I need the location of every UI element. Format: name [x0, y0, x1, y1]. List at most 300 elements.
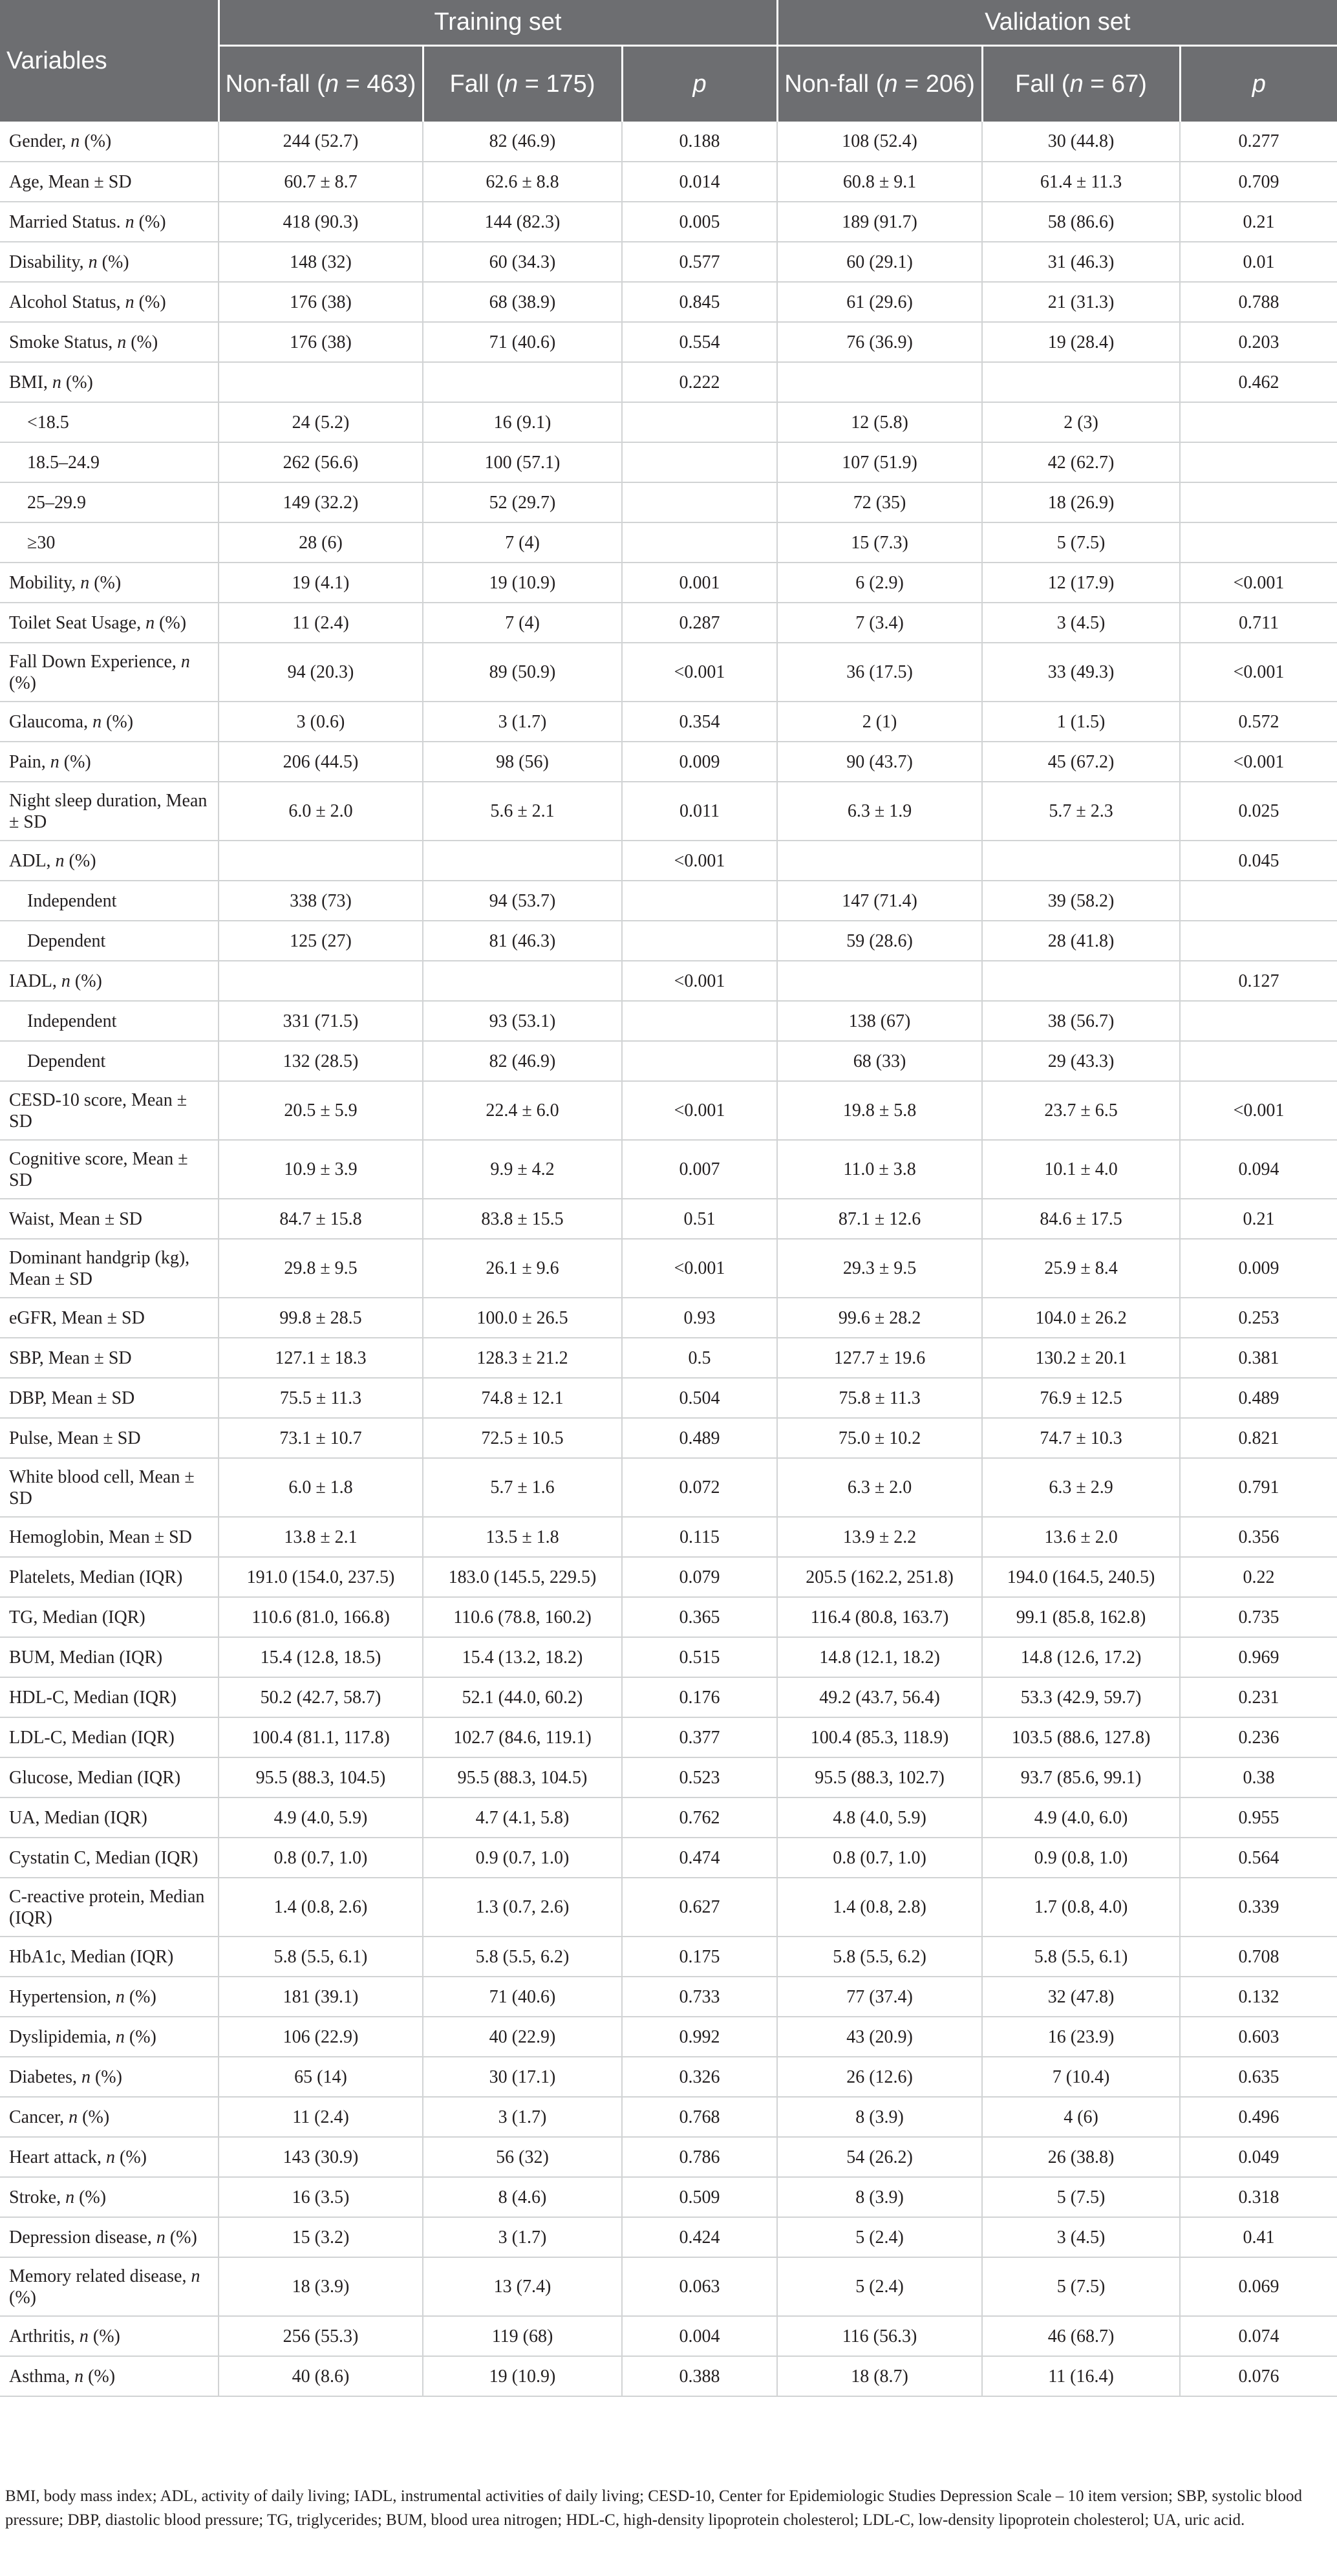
variable-n-symbol: n: [145, 612, 155, 633]
value-cell: 0.489: [622, 1418, 777, 1458]
variable-cell: [0, 2356, 219, 2396]
value-cell: 26.1 ± 9.6: [423, 1239, 622, 1298]
variable-label: UA, Median (IQR): [9, 1807, 147, 1828]
value-cell: 0.277: [1180, 122, 1337, 162]
table-row: [0, 563, 1337, 603]
value-cell: 58 (86.6): [982, 202, 1180, 242]
variable-label: LDL-C, Median (IQR): [9, 1727, 175, 1748]
variable-label: Glucose, Median (IQR): [9, 1767, 181, 1788]
value-cell: 0.007: [622, 1140, 777, 1199]
variable-suffix: (%): [124, 1986, 156, 2007]
value-cell: [1180, 522, 1337, 563]
variable-n-symbol: n: [50, 751, 59, 772]
value-cell: 3 (1.7): [423, 702, 622, 742]
value-cell: 100.4 (85.3, 118.9): [777, 1717, 982, 1757]
table-row: [0, 2316, 1337, 2356]
value-cell: 0.115: [622, 1517, 777, 1557]
value-cell: [423, 961, 622, 1001]
variable-suffix: (%): [9, 672, 36, 693]
value-cell: 19 (28.4): [982, 322, 1180, 362]
table-row: [0, 961, 1337, 1001]
variable-label: Dependent: [27, 930, 106, 951]
table-footnote: BMI, body mass index; ADL, activity of daily living; IADL, instrumental activities of daily living; CESD-10, Center for Epidemiologic Studies Depression Scale – 10 item version; SBP, systolic blood pressure; DBP, diastolic blood pressure; TG, triglycerides; BUM, blood urea nitrogen; HDL-C, high-density lipoprotein cholesterol; LDL-C, low-density lipoprotein cholesterol; UA, uric acid.: [5, 2487, 1303, 2529]
value-cell: 3 (0.6): [219, 702, 423, 742]
value-cell: 0.523: [622, 1757, 777, 1798]
value-cell: 11.0 ± 3.8: [777, 1140, 982, 1199]
value-cell: 0.504: [622, 1378, 777, 1418]
value-cell: 39 (58.2): [982, 881, 1180, 921]
value-cell: 0.768: [622, 2097, 777, 2137]
value-cell: 0.094: [1180, 1140, 1337, 1199]
table-row: [0, 702, 1337, 742]
table-row: [0, 1878, 1337, 1937]
value-cell: 104.0 ± 26.2: [982, 1298, 1180, 1338]
value-cell: 52.1 (44.0, 60.2): [423, 1677, 622, 1717]
variable-cell: [0, 1878, 219, 1937]
value-cell: 0.253: [1180, 1298, 1337, 1338]
variable-n-symbol: n: [79, 2326, 89, 2346]
value-cell: 8 (3.9): [777, 2177, 982, 2217]
value-cell: 0.21: [1180, 202, 1337, 242]
variable-cell: [0, 2217, 219, 2257]
value-cell: 99.8 ± 28.5: [219, 1298, 423, 1338]
value-cell: 0.388: [622, 2356, 777, 2396]
value-cell: 7 (4): [423, 603, 622, 643]
variable-cell: [0, 1041, 219, 1081]
value-cell: [622, 402, 777, 442]
value-cell: 61 (29.6): [777, 282, 982, 322]
table-row: [0, 2137, 1337, 2177]
variable-cell: [0, 782, 219, 841]
variable-cell: [0, 1458, 219, 1517]
variable-n-symbol: n: [61, 971, 70, 991]
variable-cell: [0, 322, 219, 362]
value-cell: 31 (46.3): [982, 242, 1180, 282]
subheader-group: Non-fall: [784, 70, 870, 98]
variable-suffix: (%): [83, 2366, 116, 2387]
value-cell: 75.0 ± 10.2: [777, 1418, 982, 1458]
variable-label: CESD-10 score, Mean ± SD: [9, 1089, 187, 1132]
value-cell: 28 (6): [219, 522, 423, 563]
value-cell: 0.069: [1180, 2257, 1337, 2316]
table-row: [0, 2177, 1337, 2217]
value-cell: 72.5 ± 10.5: [423, 1418, 622, 1458]
value-cell: <0.001: [1180, 742, 1337, 782]
variable-cell: [0, 961, 219, 1001]
value-cell: 0.127: [1180, 961, 1337, 1001]
value-cell: 0.635: [1180, 2057, 1337, 2097]
value-cell: 0.339: [1180, 1878, 1337, 1937]
value-cell: 0.365: [622, 1597, 777, 1637]
variable-label: Independent: [27, 1011, 117, 1031]
value-cell: 29.8 ± 9.5: [219, 1239, 423, 1298]
subheader-n-value: = 463: [338, 70, 408, 98]
variable-label: Smoke Status,: [9, 332, 118, 352]
variable-label: Alcohol Status,: [9, 292, 125, 312]
variable-n-symbol: n: [106, 2147, 116, 2167]
value-cell: 13.5 ± 1.8: [423, 1517, 622, 1557]
value-cell: 0.554: [622, 322, 777, 362]
value-cell: 0.132: [1180, 1977, 1337, 2017]
value-cell: 0.045: [1180, 841, 1337, 881]
value-cell: 73.1 ± 10.7: [219, 1418, 423, 1458]
subheader-n-symbol: n: [884, 70, 898, 98]
variable-n-symbol: n: [92, 711, 102, 732]
value-cell: 84.6 ± 17.5: [982, 1199, 1180, 1239]
value-cell: 100.4 (81.1, 117.8): [219, 1717, 423, 1757]
variable-cell: [0, 1717, 219, 1757]
value-cell: 7 (3.4): [777, 603, 982, 643]
value-cell: 68 (38.9): [423, 282, 622, 322]
value-cell: 0.176: [622, 1677, 777, 1717]
table-row: [0, 1757, 1337, 1798]
table-row: [0, 202, 1337, 242]
variable-label: Cancer,: [9, 2107, 69, 2127]
value-cell: [982, 362, 1180, 402]
variable-cell: [0, 162, 219, 202]
value-cell: 183.0 (145.5, 229.5): [423, 1557, 622, 1597]
value-cell: 60.7 ± 8.7: [219, 162, 423, 202]
variable-label: Night sleep duration, Mean ± SD: [9, 790, 208, 832]
variable-cell: [0, 2057, 219, 2097]
value-cell: 83.8 ± 15.5: [423, 1199, 622, 1239]
variable-label: Platelets, Median (IQR): [9, 1567, 183, 1587]
value-cell: 16 (9.1): [423, 402, 622, 442]
value-cell: [423, 841, 622, 881]
variable-cell: [0, 1977, 219, 2017]
variable-label: Toilet Seat Usage,: [9, 612, 146, 633]
value-cell: 3 (1.7): [423, 2217, 622, 2257]
value-cell: 1.3 (0.7, 2.6): [423, 1878, 622, 1937]
value-cell: 5.8 (5.5, 6.1): [982, 1937, 1180, 1977]
value-cell: 99.1 (85.8, 162.8): [982, 1597, 1180, 1637]
value-cell: 7 (4): [423, 522, 622, 563]
value-cell: 0.326: [622, 2057, 777, 2097]
value-cell: 0.603: [1180, 2017, 1337, 2057]
table-row: [0, 841, 1337, 881]
value-cell: 0.496: [1180, 2097, 1337, 2137]
variable-label: Fall Down Experience,: [9, 651, 181, 672]
variable-suffix: (%): [155, 612, 187, 633]
value-cell: 68 (33): [777, 1041, 982, 1081]
variable-cell: [0, 362, 219, 402]
value-cell: 143 (30.9): [219, 2137, 423, 2177]
variable-label: Dominant handgrip (kg), Mean ± SD: [9, 1247, 190, 1289]
table-row: [0, 1717, 1337, 1757]
variable-n-symbol: n: [81, 2066, 91, 2087]
variable-label: DBP, Mean ± SD: [9, 1388, 135, 1408]
variable-cell: [0, 2257, 219, 2316]
value-cell: 338 (73): [219, 881, 423, 921]
value-cell: 0.489: [1180, 1378, 1337, 1418]
header-variables: Variables: [0, 0, 219, 122]
value-cell: 147 (71.4): [777, 881, 982, 921]
value-cell: 6 (2.9): [777, 563, 982, 603]
value-cell: 0.509: [622, 2177, 777, 2217]
variable-cell: [0, 2177, 219, 2217]
value-cell: <0.001: [1180, 643, 1337, 702]
table-row: [0, 442, 1337, 482]
value-cell: 94 (20.3): [219, 643, 423, 702]
value-cell: 32 (47.8): [982, 1977, 1180, 2017]
table-row: [0, 2057, 1337, 2097]
variable-suffix: (%): [70, 971, 102, 991]
variable-suffix: (%): [64, 850, 96, 871]
variable-n-symbol: n: [70, 131, 80, 151]
variable-cell: [0, 881, 219, 921]
variable-n-symbol: n: [88, 252, 98, 272]
variable-label: Arthritis,: [9, 2326, 80, 2346]
subheader-p-symbol: p: [1252, 70, 1266, 98]
value-cell: 45 (67.2): [982, 742, 1180, 782]
value-cell: 30 (44.8): [982, 122, 1180, 162]
header-training-set: Training set: [219, 0, 777, 45]
value-cell: 0.762: [622, 1798, 777, 1838]
value-cell: 0.222: [622, 362, 777, 402]
variable-cell: [0, 2137, 219, 2177]
value-cell: [1180, 881, 1337, 921]
value-cell: 10.9 ± 3.9: [219, 1140, 423, 1199]
variable-cell: [0, 1199, 219, 1239]
value-cell: 0.8 (0.7, 1.0): [219, 1838, 423, 1878]
value-cell: 0.287: [622, 603, 777, 643]
value-cell: 25.9 ± 8.4: [982, 1239, 1180, 1298]
value-cell: 49.2 (43.7, 56.4): [777, 1677, 982, 1717]
variable-n-symbol: n: [180, 651, 190, 672]
value-cell: 33 (49.3): [982, 643, 1180, 702]
table-row: [0, 242, 1337, 282]
value-cell: 71 (40.6): [423, 322, 622, 362]
variable-label: Pain,: [9, 751, 50, 772]
value-cell: 108 (52.4): [777, 122, 982, 162]
value-cell: [777, 961, 982, 1001]
value-cell: 14.8 (12.1, 18.2): [777, 1637, 982, 1677]
value-cell: 82 (46.9): [423, 122, 622, 162]
value-cell: 5.8 (5.5, 6.1): [219, 1937, 423, 1977]
subheader-cell: Non-fall (n = 463): [219, 45, 423, 122]
value-cell: 40 (8.6): [219, 2356, 423, 2396]
variable-suffix: (%): [74, 2187, 107, 2207]
subheader-n-value: = 206: [897, 70, 967, 98]
variable-label: Cognitive score, Mean ± SD: [9, 1148, 188, 1190]
value-cell: 0.011: [622, 782, 777, 841]
value-cell: [622, 881, 777, 921]
table-row: [0, 742, 1337, 782]
value-cell: 71 (40.6): [423, 1977, 622, 2017]
value-cell: 0.9 (0.7, 1.0): [423, 1838, 622, 1878]
variable-label: IADL,: [9, 971, 61, 991]
variable-label: Cystatin C, Median (IQR): [9, 1847, 198, 1868]
value-cell: 110.6 (78.8, 160.2): [423, 1597, 622, 1637]
table-row: [0, 921, 1337, 961]
value-cell: 60.8 ± 9.1: [777, 162, 982, 202]
subheader-n-symbol: n: [325, 70, 339, 98]
value-cell: 2 (1): [777, 702, 982, 742]
value-cell: 0.462: [1180, 362, 1337, 402]
variable-cell: [0, 1239, 219, 1298]
variable-suffix: (%): [115, 2147, 147, 2167]
value-cell: 125 (27): [219, 921, 423, 961]
value-cell: 11 (2.4): [219, 2097, 423, 2137]
value-cell: 30 (17.1): [423, 2057, 622, 2097]
variable-suffix: (%): [102, 711, 134, 732]
value-cell: 128.3 ± 21.2: [423, 1338, 622, 1378]
variable-cell: [0, 1140, 219, 1199]
variable-cell: [0, 122, 219, 162]
subheader-n-value: = 175: [518, 70, 587, 98]
value-cell: 50.2 (42.7, 58.7): [219, 1677, 423, 1717]
variable-label: Depression disease,: [9, 2227, 156, 2248]
variable-label: BUM, Median (IQR): [9, 1647, 163, 1668]
value-cell: 0.564: [1180, 1838, 1337, 1878]
subheader-cell: [622, 45, 777, 122]
variable-cell: [0, 1517, 219, 1557]
value-cell: 15 (3.2): [219, 2217, 423, 2257]
value-cell: 0.38: [1180, 1757, 1337, 1798]
value-cell: 60 (34.3): [423, 242, 622, 282]
variable-cell: [0, 522, 219, 563]
value-cell: 0.9 (0.8, 1.0): [982, 1838, 1180, 1878]
table-row: [0, 603, 1337, 643]
value-cell: <0.001: [622, 841, 777, 881]
value-cell: 42 (62.7): [982, 442, 1180, 482]
value-cell: 90 (43.7): [777, 742, 982, 782]
value-cell: 81 (46.3): [423, 921, 622, 961]
value-cell: [622, 482, 777, 522]
value-cell: 100.0 ± 26.5: [423, 1298, 622, 1338]
value-cell: 77 (37.4): [777, 1977, 982, 2017]
variable-suffix: (%): [124, 2026, 156, 2047]
value-cell: 13.8 ± 2.1: [219, 1517, 423, 1557]
variable-n-symbol: n: [125, 211, 134, 232]
variable-label: Pulse, Mean ± SD: [9, 1428, 141, 1448]
value-cell: [423, 362, 622, 402]
variable-n-symbol: n: [80, 572, 90, 593]
value-cell: 19 (4.1): [219, 563, 423, 603]
value-cell: 0.014: [622, 162, 777, 202]
table-row: [0, 1798, 1337, 1838]
value-cell: 0.51: [622, 1199, 777, 1239]
variable-cell: [0, 402, 219, 442]
value-cell: 127.1 ± 18.3: [219, 1338, 423, 1378]
variable-label: Waist, Mean ± SD: [9, 1208, 142, 1229]
variable-cell: [0, 1298, 219, 1338]
value-cell: 194.0 (164.5, 240.5): [982, 1557, 1180, 1597]
variable-n-symbol: n: [125, 292, 134, 312]
value-cell: 0.577: [622, 242, 777, 282]
value-cell: 4 (6): [982, 2097, 1180, 2137]
variable-cell: [0, 1557, 219, 1597]
variable-label: ADL,: [9, 850, 56, 871]
subheader-group: Fall: [449, 70, 489, 98]
table-row: [0, 522, 1337, 563]
variable-cell: [0, 841, 219, 881]
value-cell: 75.8 ± 11.3: [777, 1378, 982, 1418]
variable-label: Hemoglobin, Mean ± SD: [9, 1527, 192, 1547]
value-cell: 6.3 ± 2.9: [982, 1458, 1180, 1517]
variable-cell: [0, 1937, 219, 1977]
value-cell: 6.0 ± 1.8: [219, 1458, 423, 1517]
variable-suffix: (%): [90, 2066, 122, 2087]
value-cell: 87.1 ± 12.6: [777, 1199, 982, 1239]
value-cell: 65 (14): [219, 2057, 423, 2097]
value-cell: 148 (32): [219, 242, 423, 282]
value-cell: <0.001: [1180, 1081, 1337, 1140]
value-cell: 74.8 ± 12.1: [423, 1378, 622, 1418]
value-cell: 0.356: [1180, 1517, 1337, 1557]
value-cell: 0.21: [1180, 1199, 1337, 1239]
variable-label: Independent: [27, 890, 117, 911]
variable-label: Stroke,: [9, 2187, 66, 2207]
variable-suffix: (%): [78, 2107, 110, 2127]
value-cell: 1.4 (0.8, 2.6): [219, 1878, 423, 1937]
value-cell: 5 (7.5): [982, 522, 1180, 563]
table-row: [0, 1140, 1337, 1199]
value-cell: 18 (3.9): [219, 2257, 423, 2316]
value-cell: 3 (4.5): [982, 603, 1180, 643]
value-cell: 1.4 (0.8, 2.8): [777, 1878, 982, 1937]
value-cell: 18 (26.9): [982, 482, 1180, 522]
variable-cell: [0, 1338, 219, 1378]
value-cell: 0.845: [622, 282, 777, 322]
table-row: [0, 1041, 1337, 1081]
value-cell: 6.3 ± 1.9: [777, 782, 982, 841]
value-cell: 5.6 ± 2.1: [423, 782, 622, 841]
value-cell: 256 (55.3): [219, 2316, 423, 2356]
subheader-cell: [1180, 45, 1337, 122]
value-cell: 14.8 (12.6, 17.2): [982, 1637, 1180, 1677]
variable-n-symbol: n: [52, 372, 61, 392]
variable-suffix: (%): [9, 2287, 36, 2308]
variable-label: Asthma,: [9, 2366, 75, 2387]
table-row: [0, 643, 1337, 702]
variable-label: Hypertension,: [9, 1986, 116, 2007]
value-cell: 0.22: [1180, 1557, 1337, 1597]
variable-cell: [0, 1081, 219, 1140]
table-row: [0, 2356, 1337, 2396]
variable-label: 18.5–24.9: [27, 452, 100, 473]
variable-cell: [0, 1418, 219, 1458]
value-cell: 0.009: [622, 742, 777, 782]
variable-n-symbol: n: [115, 1986, 125, 2007]
value-cell: 95.5 (88.3, 104.5): [423, 1757, 622, 1798]
value-cell: 12 (17.9): [982, 563, 1180, 603]
table-row: [0, 1458, 1337, 1517]
value-cell: 0.711: [1180, 603, 1337, 643]
value-cell: 12 (5.8): [777, 402, 982, 442]
value-cell: 74.7 ± 10.3: [982, 1418, 1180, 1458]
value-cell: 98 (56): [423, 742, 622, 782]
value-cell: 72 (35): [777, 482, 982, 522]
variable-cell: [0, 1597, 219, 1637]
value-cell: 0.072: [622, 1458, 777, 1517]
value-cell: 8 (3.9): [777, 2097, 982, 2137]
variable-suffix: (%): [59, 751, 91, 772]
subheader-group: Non-fall: [225, 70, 310, 98]
value-cell: 18 (8.7): [777, 2356, 982, 2396]
value-cell: [219, 841, 423, 881]
value-cell: 4.9 (4.0, 6.0): [982, 1798, 1180, 1838]
table-row: [0, 1517, 1337, 1557]
value-cell: 0.063: [622, 2257, 777, 2316]
value-cell: 244 (52.7): [219, 122, 423, 162]
value-cell: 0.001: [622, 563, 777, 603]
table-row: [0, 402, 1337, 442]
value-cell: 99.6 ± 28.2: [777, 1298, 982, 1338]
variable-label: Age, Mean ± SD: [9, 171, 132, 192]
variable-cell: [0, 603, 219, 643]
variable-suffix: (%): [97, 252, 129, 272]
